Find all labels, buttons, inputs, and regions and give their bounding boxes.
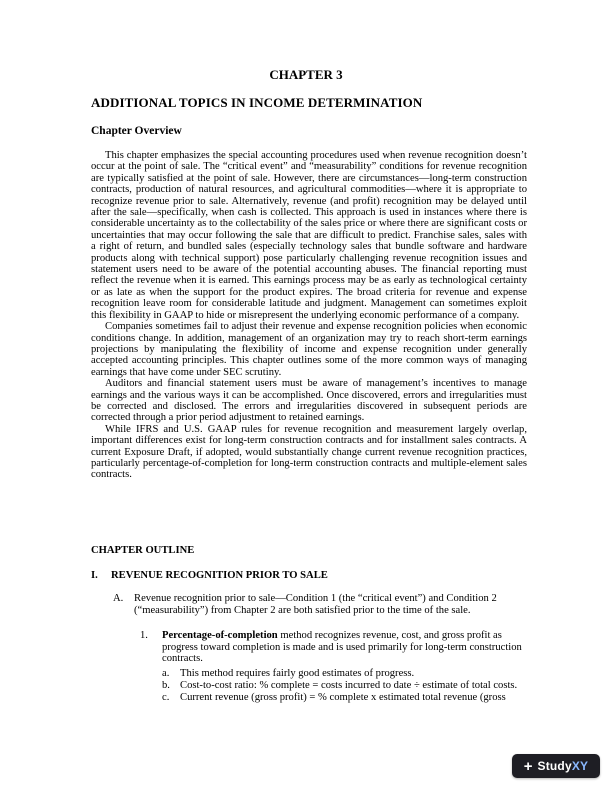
point-number: 1. bbox=[140, 630, 148, 641]
studyxy-badge[interactable] bbox=[512, 754, 600, 778]
subsection-letter: A. bbox=[113, 593, 124, 604]
overview-heading: Chapter Overview bbox=[91, 125, 182, 137]
item-label: c. bbox=[162, 692, 170, 703]
overview-paragraph: This chapter emphasizes the special accounting procedures used when revenue recognition doesn’t occur at the point of sale. The “critical event” and “measurability” conditions for revenue recognition are typically satisfied at the point of sale. However, there are circumstances—long-term construction contracts, production of natural resources, and agricultural commodities—where it is appropriate to recognize revenue prior to sale. Alternatively, revenue (and profit) recognition may be delayed until after the sale—specifically, when cash is collected. This approach is used in instances where there is considerable uncertainty as to the collectability of the sales price or where there are significant costs or uncertainties that may occur following the sale that are difficult to predict. Franchise sales, sales with a right of return, and bundled sales (especially technology sales that bundle software and hardware products along with technical support) pose particularly challenging revenue recognition issues and statement users need to be aware of the potential accounting abuses. The financial reporting must reflect the revenue when it is earned. This earnings process may be as early as technological certainty or as late as when the support for the product expires. The broad criteria for revenue and expense recognition leave room for considerable latitude and judgment. Management can sometimes exploit this flexibility in GAAP to hide or misrepresent the underlying economic performance of a company. bbox=[91, 150, 527, 321]
section-number: I. bbox=[91, 570, 98, 581]
chapter-number: CHAPTER 3 bbox=[269, 67, 343, 82]
chapter-title: ADDITIONAL TOPICS IN INCOME DETERMINATION bbox=[91, 95, 423, 110]
overview-paragraph: Companies sometimes fail to adjust their revenue and expense recognition policies when economic conditions change. In addition, management of an organization may try to reach short-term earnings projections by manipulating the flexibility of income and expense recognition under generally accepted accounting principles. This chapter outlines some of the more common ways of managing earnings that have come under SEC scrutiny. bbox=[91, 321, 527, 378]
list-item bbox=[162, 692, 542, 704]
list-item bbox=[162, 668, 542, 680]
item-text: Cost-to-cost ratio: % complete = costs incurred to date ÷ estimate of total costs. bbox=[180, 680, 518, 691]
point-term: Percentage-of-completion bbox=[162, 630, 278, 641]
list-item bbox=[162, 680, 542, 692]
brand-main: Study bbox=[537, 759, 572, 773]
brand-logo-text bbox=[538, 759, 589, 773]
point-description: method recognizes revenue, cost, and gross profit as progress toward completion is made and is used primarily for long-term construction contracts. bbox=[162, 630, 522, 665]
point-text bbox=[162, 630, 530, 665]
item-text: This method requires fairly good estimates of progress. bbox=[180, 668, 415, 679]
overview-paragraph: Auditors and financial statement users must be aware of management’s incentives to manage earnings and the various ways it can be accomplished. Once discovered, errors and irregularities must be corrected and disclosed. The errors and irregularities discovered in subsequent periods are corrected through a prior period adjustment to retained earnings. bbox=[91, 378, 527, 424]
subsection-text: Revenue recognition prior to sale—Condition 1 (the “critical event”) and Condition 2 (“measurability”) from Chapter 2 are both satisfied prior to the time of the sale. bbox=[134, 593, 497, 616]
outline-heading: CHAPTER OUTLINE bbox=[91, 545, 195, 556]
section-title: REVENUE RECOGNITION PRIOR TO SALE bbox=[111, 570, 328, 581]
item-label: a. bbox=[162, 668, 170, 679]
brand-accent: XY bbox=[571, 759, 589, 773]
plus-icon: + bbox=[523, 757, 533, 775]
overview-paragraph: While IFRS and U.S. GAAP rules for revenue recognition and measurement largely overlap, important differences exist for long-term construction contracts and for installment sales contracts. A current Exposure Draft, if adopted, would substantially change current revenue recognition practices, particularly percentage-of-completion for long-term construction contracts and multiple-element sales contracts. bbox=[91, 423, 527, 481]
item-label: b. bbox=[162, 680, 170, 691]
item-text: Current revenue (gross profit) = % complete x estimated total revenue (gross bbox=[180, 692, 506, 703]
overview-body bbox=[91, 150, 527, 481]
outline-items bbox=[162, 668, 542, 704]
